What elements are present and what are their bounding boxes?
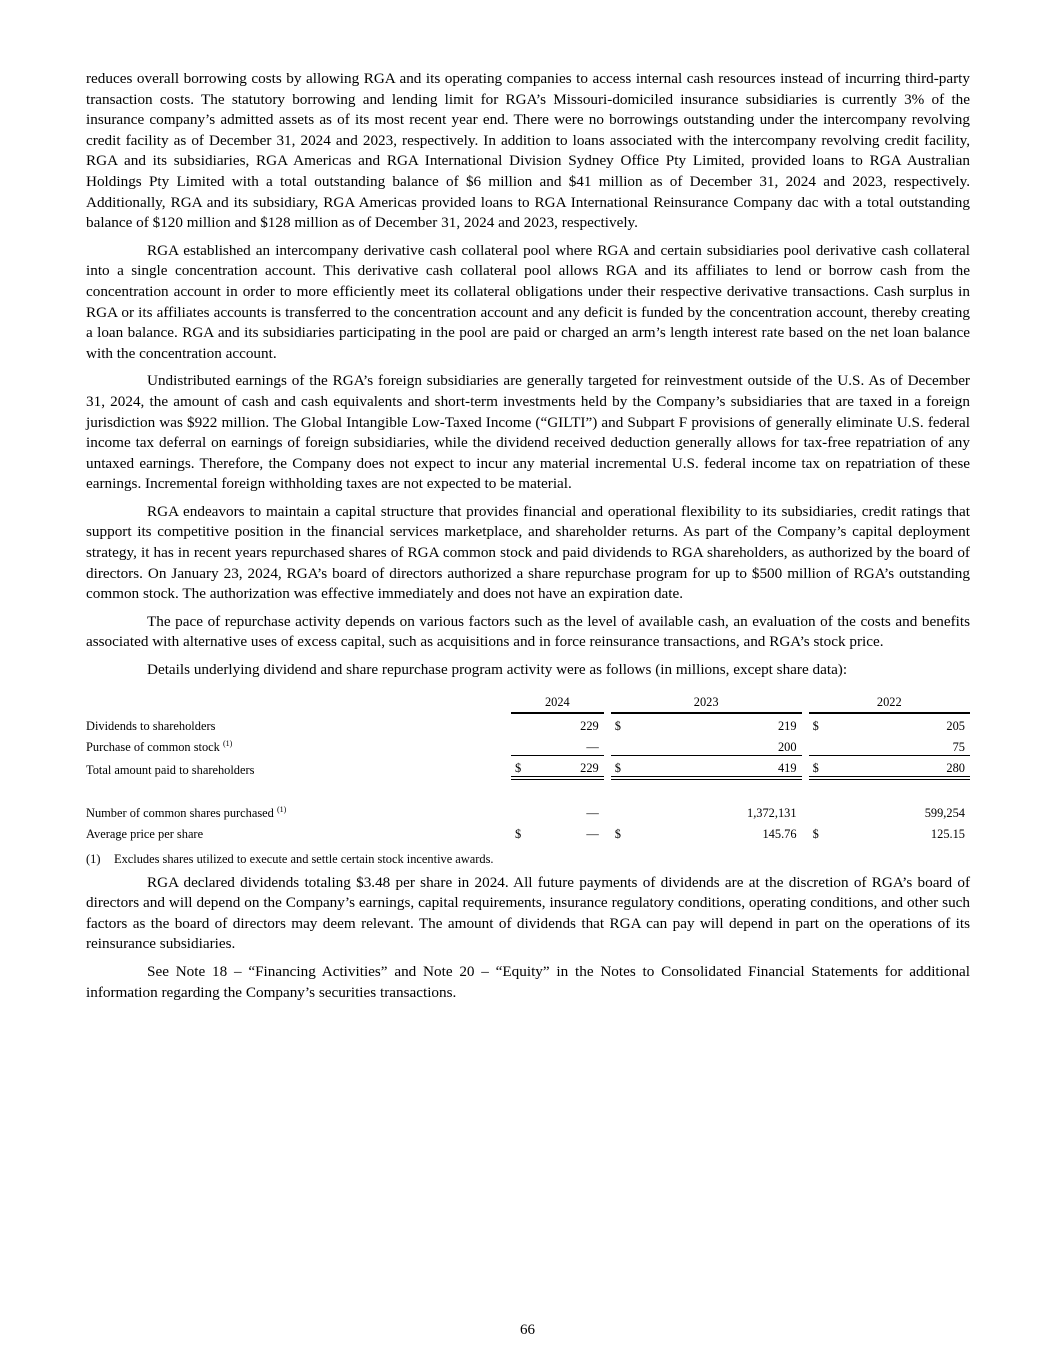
cell-value: 219 [777,719,797,734]
paragraph: See Note 18 – “Financing Activities” and Note 20 – “Equity” in the Notes to Consolidated Financial Statements for additional information regarding the Company’s securities transactions. [86,962,970,1001]
table-row [86,800,970,821]
row-label: Number of common shares purchased $^{(1)}$ [86,805,287,820]
currency-symbol: $ [812,719,819,734]
table-header-row [86,689,970,713]
column-header: 2023 [611,689,802,713]
cell-value: 229 [529,755,604,778]
cell-value: 125.15 [930,826,965,841]
cell-value: 1,372,131 [747,806,797,820]
row-label: Average price per share [86,826,204,841]
currency-symbol: $ [812,826,819,841]
currency-symbol [511,713,529,735]
cell-value: — [586,739,599,754]
row-label: Dividends to shareholders [86,719,216,734]
currency-symbol [809,800,827,821]
paragraph: RGA declared dividends totaling $3.48 per share in 2024. All future payments of dividends are at the discretion of RGA’s board of directors and will depend on the Company’s earnings, capital requirements, insurance regulatory conditions, operating conditions, and other such factors as the board of directors may deem relevant. The amount of dividends that RGA can pay will depend in part on the operations of its reinsurance subsidiaries. [86,873,970,953]
paragraph: Details underlying dividend and share repurchase program activity were as follows (in millions, except share data): [147,661,848,679]
currency-symbol [511,800,529,821]
row-label: Total amount paid to shareholders [86,763,255,778]
currency-symbol [611,800,629,821]
currency-symbol: $ [809,755,827,778]
currency-symbol [809,734,827,755]
cell-value: — [586,826,599,841]
paragraph: The pace of repurchase activity depends on various factors such as the level of available cash, an evaluation of the costs and benefits associated with alternative uses of excess capital, such as acquisitions and in force reinsurance transactions, and RGA’s stock price. [86,612,970,651]
currency-symbol: $ [511,755,529,778]
cell-value: 419 [629,755,802,778]
cell-value: 75 [952,739,965,754]
table-row [86,713,970,735]
cell-value: 200 [777,739,797,754]
row-label: Purchase of common stock $^{(1)}$ [86,739,233,755]
footnote: (1) Excludes shares utilized to execute and settle certain stock incentive awards. [86,851,494,866]
paragraph: Undistributed earnings of the RGA’s foreign subsidiaries are generally targeted for reinvestment outside of the U.S. As of December 31, 2024, the amount of cash and cash equivalents and short-term investments held by the Company’s subsidiaries that are taxed in a foreign jurisdiction was $922 million. The Global Intangible Low-Taxed Income (“GILTI”) and Subpart F provisions of generally eliminate U.S. federal income tax deferral on earnings of foreign subsidiaries, while the dividend received deduction generally allows for tax-free repatriation of any untaxed earnings. Therefore, the Company does not expect to incur any material incremental U.S. federal income tax on repatriation of these earnings. Incremental foreign withholding taxes are not expected to be material. [86,372,970,493]
currency-symbol: $ [611,755,629,778]
paragraph: RGA endeavors to maintain a capital structure that provides financial and operational flexibility to its subsidiaries, credit ratings that support its competitive position in the financial services marketplace, and shareholder returns. As part of the Company’s capital deployment strategy, it has in recent years repurchased shares of RGA common stock and paid dividends to RGA shareholders, as authorized by the board of directors. On January 23, 2024, RGA’s board of directors authorized a share repurchase program for up to $500 million of RGA’s outstanding common stock. The authorization was effective immediately and does not have an expiration date. [86,502,970,603]
cell-value: 599,254 [924,806,965,820]
paragraph: reduces overall borrowing costs by allowing RGA and its operating companies to access internal cash resources instead of incurring third-party transaction costs. The statutory borrowing and lending limit for RGA’s Missouri-domiciled insurance subsidiaries is currently 3% of the insurance company’s admitted assets as of its most recent year end. There were no borrowings outstanding under the intercompany revolving credit facility as of December 31, 2024 and 2023, respectively. In addition to loans associated with the intercompany revolving credit facility, RGA and its subsidiaries, RGA Americas and RGA International Division Sydney Office Pty Limited, provided loans to RGA Australian Holdings Pty Limited with a total outstanding balance of $6 million and $41 million as of December 31, 2024 and 2023, respectively. Additionally, RGA and its subsidiary, RGA Americas provided loans to RGA International Reinsurance Company dac with a total outstanding balance of $120 million and $128 million as of December 31, 2024 and 2023, respectively. [86,70,970,232]
table-row [86,821,970,842]
cell-value: 145.76 [762,826,797,841]
paragraph: RGA established an intercompany derivative cash collateral pool where RGA and certain subsidiaries pool derivative cash collateral into a single concentration account. This derivative cash collateral pool allows RGA and its affiliates to lend or borrow cash from the concentration account in order to more efficiently meet its collateral obligations under their respective derivative transactions. Cash surplus in RGA or its affiliates accounts is transferred to the concentration account and any deficit is funded by the concentration account, thereby creating a loan balance. RGA and its subsidiaries participating in the pool are paid or charged an arm’s length interest rate based on the net loan balance with the concentration account. [86,241,970,362]
currency-symbol: $ [614,719,621,734]
dividend-repurchase-table [86,689,970,842]
column-header: 2022 [809,689,970,713]
currency-symbol [611,734,629,755]
cell-value: 280 [827,755,970,778]
currency-symbol: $ [515,826,522,841]
document-page [86,69,970,1010]
currency-symbol [511,734,529,755]
cell-value: 229 [580,719,599,734]
table-row [86,755,970,778]
table-row [86,734,970,755]
currency-symbol: $ [614,826,621,841]
page-number: 66 [520,1322,535,1338]
column-header: 2024 [511,689,604,713]
cell-value: 205 [946,719,965,734]
cell-value: — [586,806,599,820]
